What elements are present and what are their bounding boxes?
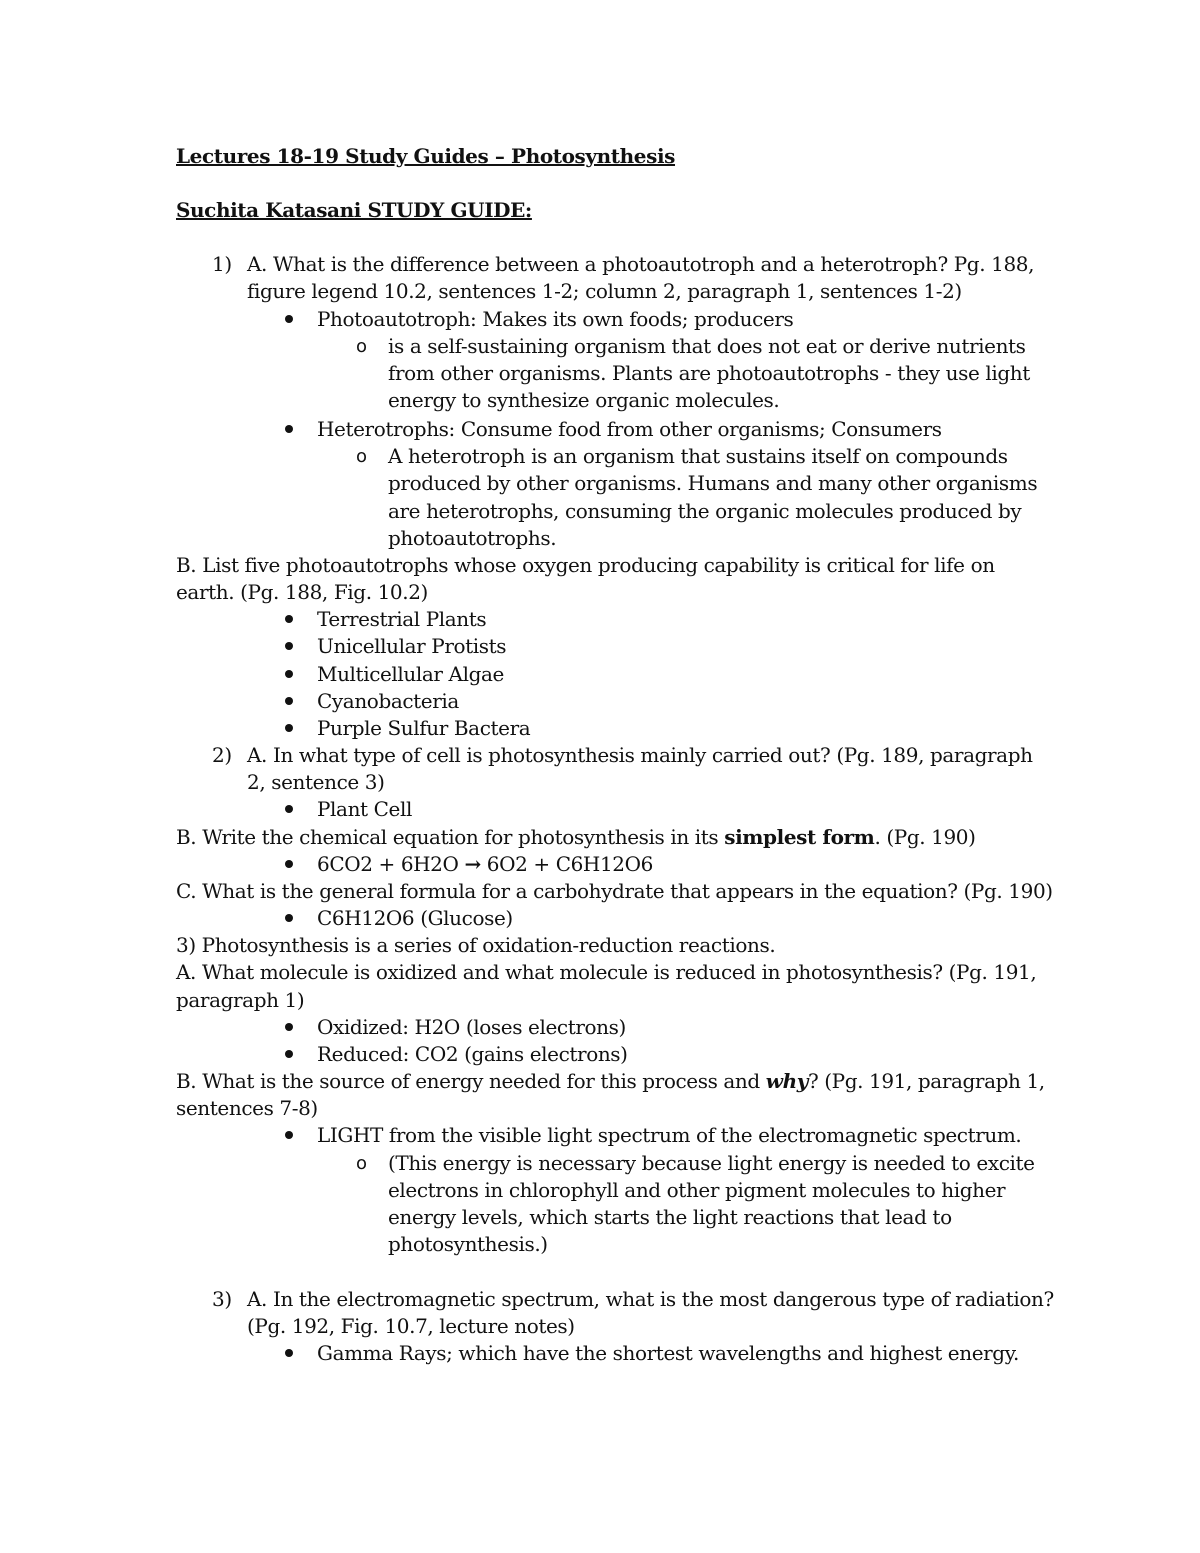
q2a-text-line-1: A. In what type of cell is photosynthesis mainly carried out? (Pg. 189, paragraph: [247, 743, 1033, 767]
bullet-icon: [285, 642, 293, 650]
sub-bullet-icon: o: [356, 446, 368, 467]
study-guide-author: Suchita Katasani STUDY GUIDE:: [176, 198, 532, 222]
q3b-detail-1: (This energy is necessary because light energy is needed to excite: [388, 1151, 1035, 1175]
q2b-text-emphasis: simplest form: [724, 825, 875, 849]
q3b-text-emphasis: why: [765, 1069, 808, 1093]
bullet-icon: [285, 1131, 293, 1139]
q3b-text-start: B. What is the source of energy needed for this process and: [176, 1069, 766, 1093]
q1-heterotroph-detail-1: A heterotroph is an organism that sustains itself on compounds: [388, 444, 1008, 468]
q1b-text-line-2: earth. (Pg. 188, Fig. 10.2): [176, 580, 428, 604]
q4a-answer: Gamma Rays; which have the shortest wavelengths and highest energy.: [317, 1341, 1019, 1365]
bullet-icon: [285, 1050, 293, 1058]
document-title: Lectures 18-19 Study Guides – Photosynthesis: [176, 144, 676, 168]
q2b-text-start: B. Write the chemical equation for photosynthesis in its: [176, 825, 725, 849]
q1-heterotroph-detail-2: produced by other organisms. Humans and many other organisms: [388, 471, 1038, 495]
q3b-detail-2: electrons in chlorophyll and other pigment molecules to higher: [388, 1178, 1006, 1202]
q1-heterotroph-detail-4: photoautotrophs.: [388, 526, 557, 550]
q3b-text-line-2: sentences 7-8): [176, 1096, 318, 1120]
bullet-icon: [285, 615, 293, 623]
bullet-icon: [285, 697, 293, 705]
q4a-text-line-2: (Pg. 192, Fig. 10.7, lecture notes): [247, 1314, 575, 1338]
q3b-text-line-1: [176, 1068, 1045, 1095]
item-number-1: 1): [212, 252, 232, 276]
item-number-2: 2): [212, 743, 232, 767]
q3a-answer-oxidized: Oxidized: H2O (loses electrons): [317, 1015, 626, 1039]
bullet-icon: [285, 1349, 293, 1357]
q1-photoautotroph-detail-2: from other organisms. Plants are photoautotrophs - they use light: [388, 361, 1030, 385]
q1-answer-photoautotroph: Photoautotroph: Makes its own foods; producers: [317, 307, 794, 331]
list-item: Unicellular Protists: [317, 634, 507, 658]
q1-photoautotroph-detail-1: is a self-sustaining organism that does not eat or derive nutrients: [388, 334, 1026, 358]
bullet-icon: [285, 914, 293, 922]
q4a-text-line-1: A. In the electromagnetic spectrum, what is the most dangerous type of radiation?: [247, 1287, 1054, 1311]
bullet-icon: [285, 1023, 293, 1031]
q1a-text-line-2: figure legend 10.2, sentences 1-2; column 2, paragraph 1, sentences 1-2): [247, 279, 962, 303]
sub-bullet-icon: o: [356, 336, 368, 357]
equation-reactants: 6CO2 + 6H2O: [317, 852, 465, 876]
q2c-text: C. What is the general formula for a carbohydrate that appears in the equation? (Pg. 190): [176, 879, 1053, 903]
photosynthesis-equation: [317, 851, 653, 878]
list-item: Terrestrial Plants: [317, 607, 487, 631]
bullet-icon: [285, 860, 293, 868]
q3b-detail-4: photosynthesis.): [388, 1232, 548, 1256]
q2b-text: [176, 824, 976, 851]
list-item: Cyanobacteria: [317, 689, 459, 713]
q3b-text-end: ? (Pg. 191, paragraph 1,: [807, 1069, 1045, 1093]
q2c-answer: C6H12O6 (Glucose): [317, 906, 513, 930]
q3-intro: 3) Photosynthesis is a series of oxidation-reduction reactions.: [176, 933, 776, 957]
q1a-text-line-1: A. What is the difference between a photoautotroph and a heterotroph? Pg. 188,: [247, 252, 1035, 276]
equation-products: 6O2 + C6H12O6: [480, 852, 653, 876]
bullet-icon: [285, 670, 293, 678]
list-item: Purple Sulfur Bactera: [317, 716, 531, 740]
q2a-answer: Plant Cell: [317, 797, 412, 821]
q1b-text-line-1: B. List five photoautotrophs whose oxygen producing capability is critical for life on: [176, 553, 995, 577]
bullet-icon: [285, 805, 293, 813]
q2a-text-line-2: 2, sentence 3): [247, 770, 385, 794]
q3a-answer-reduced: Reduced: CO2 (gains electrons): [317, 1042, 628, 1066]
item-number-3: 3): [212, 1287, 232, 1311]
q2b-text-end: . (Pg. 190): [874, 825, 976, 849]
q3b-answer: LIGHT from the visible light spectrum of the electromagnetic spectrum.: [317, 1123, 1022, 1147]
q3b-detail-3: energy levels, which starts the light reactions that lead to: [388, 1205, 952, 1229]
q1-heterotroph-detail-3: are heterotrophs, consuming the organic molecules produced by: [388, 499, 1022, 523]
q3a-text-line-2: paragraph 1): [176, 988, 305, 1012]
q3a-text-line-1: A. What molecule is oxidized and what molecule is reduced in photosynthesis? (Pg. 191,: [176, 960, 1037, 984]
arrow-right-icon: →: [464, 852, 481, 876]
bullet-icon: [285, 724, 293, 732]
bullet-icon: [285, 315, 293, 323]
q1-answer-heterotroph: Heterotrophs: Consume food from other organisms; Consumers: [317, 417, 942, 441]
list-item: Multicellular Algae: [317, 662, 504, 686]
q1-photoautotroph-detail-3: energy to synthesize organic molecules.: [388, 388, 780, 412]
sub-bullet-icon: o: [356, 1153, 368, 1174]
bullet-icon: [285, 425, 293, 433]
